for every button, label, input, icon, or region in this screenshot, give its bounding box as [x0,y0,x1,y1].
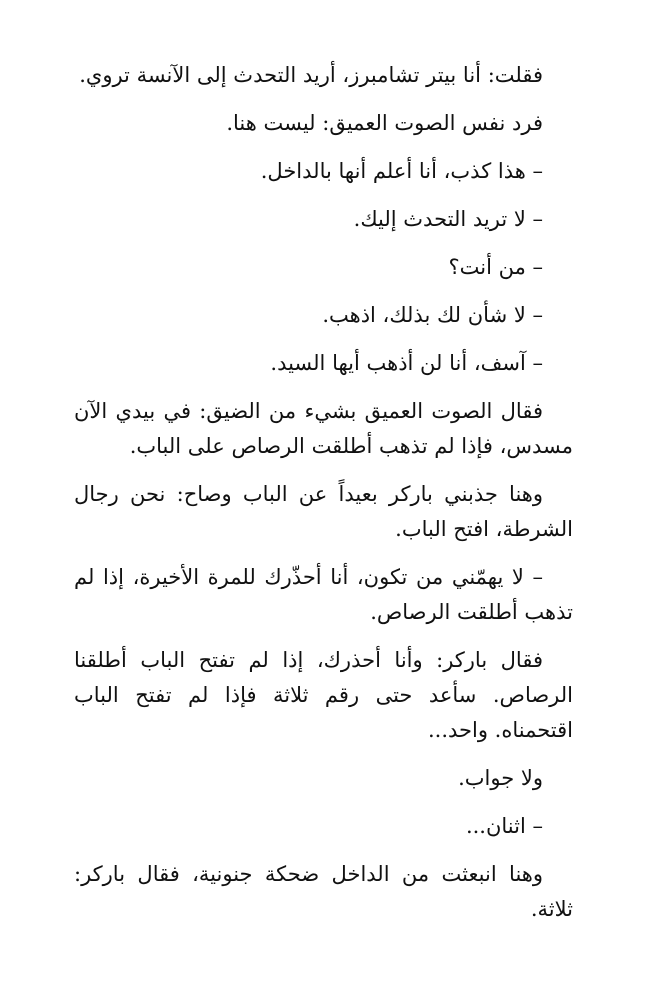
paragraph-4: – لا تريد التحدث إليك. [353,207,543,231]
paragraph-1: فقلت: أنا بيتر تشامبرز، أريد التحدث إلى الآنسة تروي. [79,63,543,87]
paragraph-13: – اثنان... [465,814,543,838]
paragraph-7: – آسف، أنا لن أذهب أيها السيد. [270,351,543,375]
paragraph-3: – هذا كذب، أنا أعلم أنها بالداخل. [260,159,543,183]
paragraph-14: وهنا انبعثت من الداخل ضحكة جنونية، فقال باركر: ثلاثة. [74,862,573,921]
paragraph-10: – لا يهمّني من تكون، أنا أحذّرك للمرة الأخيرة، إذا لم تذهب أطلقت الرصاص. [74,565,573,624]
paragraph-5: – من أنت؟ [448,255,543,279]
paragraph-2: فرد نفس الصوت العميق: ليست هنا. [226,111,543,135]
paragraph-11: فقال باركر: وأنا أحذرك، إذا لم تفتح الباب أطلقنا الرصاص. سأعد حتى رقم ثلاثة فإذا لم تفتح الباب اقتحمناه. واحد... [74,648,573,742]
paragraph-9: وهنا جذبني باركر بعيداً عن الباب وصاح: نحن رجال الشرطة، افتح الباب. [74,482,573,541]
paragraph-12: ولا جواب. [458,766,543,790]
paragraph-8: فقال الصوت العميق بشيء من الضيق: في بيدي الآن مسدس، فإذا لم تذهب أطلقت الرصاص على الباب. [74,399,573,458]
paragraph-6: – لا شأن لك بذلك، اذهب. [322,303,543,327]
